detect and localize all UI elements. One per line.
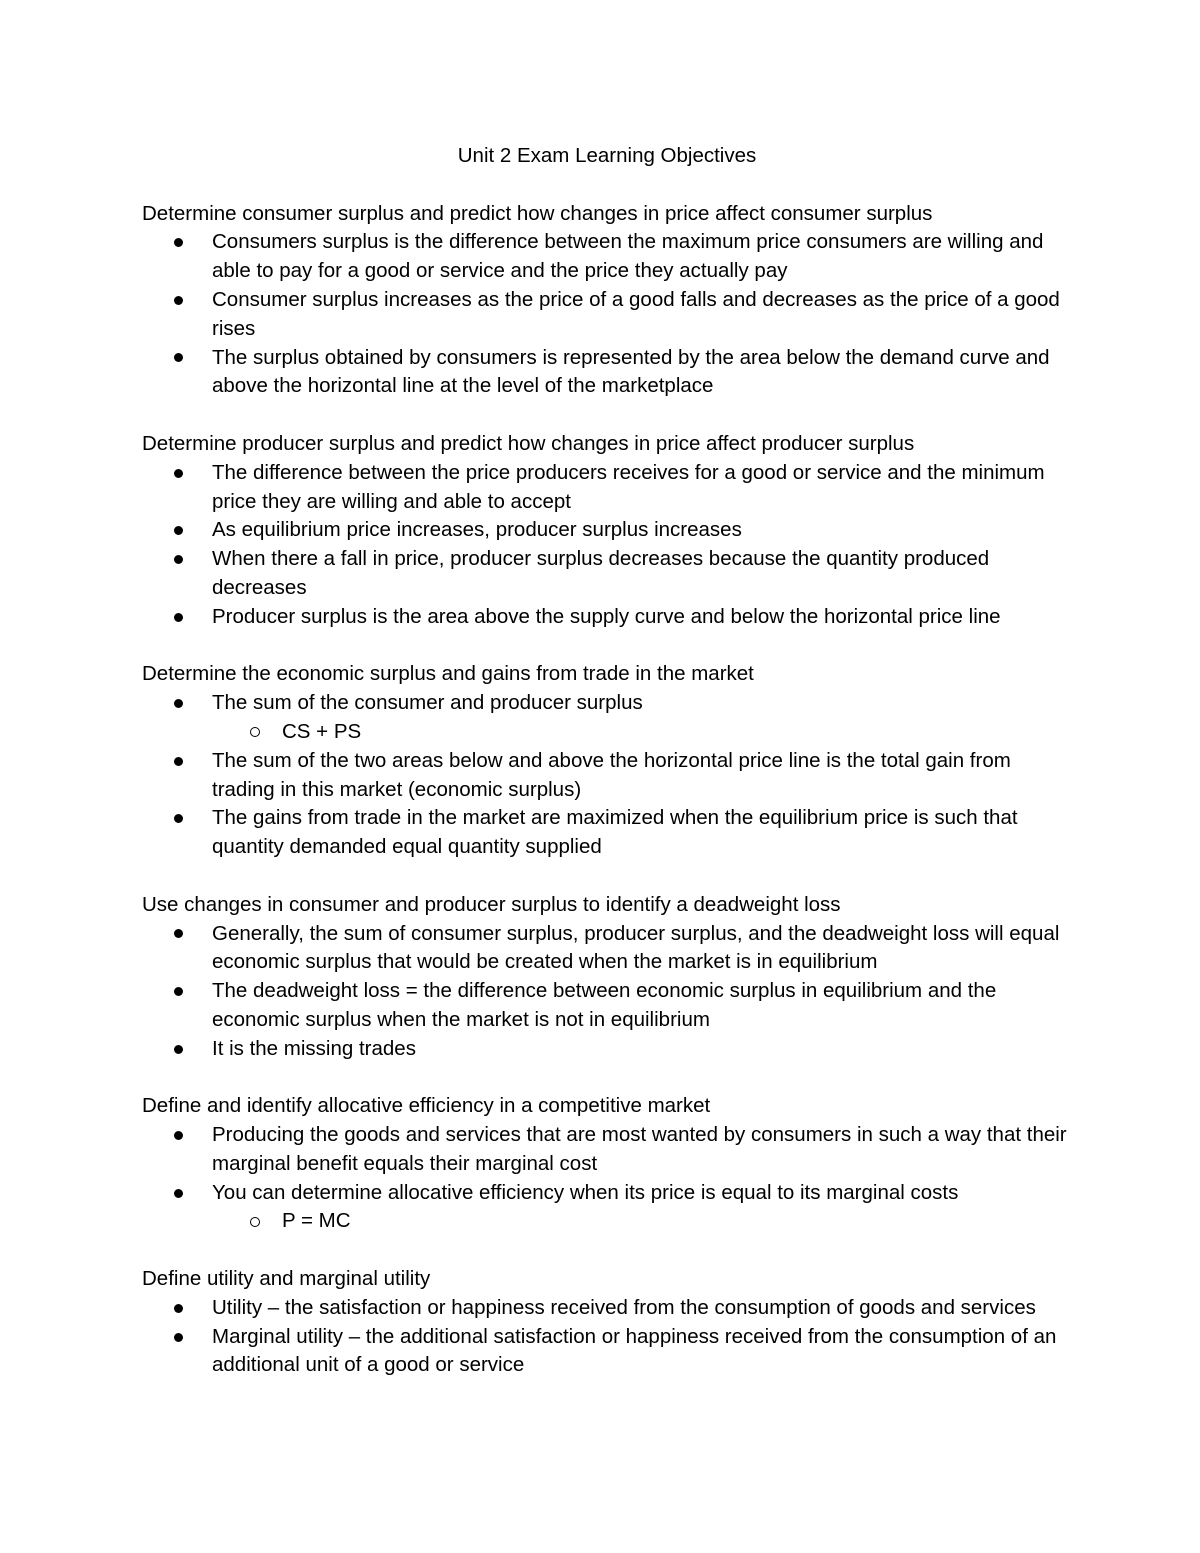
bullet-icon <box>174 228 186 257</box>
bullet-icon <box>174 1179 186 1208</box>
bullet-icon <box>174 603 186 632</box>
bullet-icon <box>174 804 186 833</box>
bullet-icon <box>174 344 186 373</box>
list-item-text: The deadweight loss = the difference between economic surplus in equilibrium and the economic surplus when the market is not in equilibrium <box>212 979 997 1031</box>
section-deadweight-loss <box>142 891 1072 1064</box>
bullet-icon <box>174 286 186 315</box>
list-item <box>142 1035 1072 1064</box>
bullet-icon <box>174 516 186 545</box>
sub-list-item <box>212 718 1072 747</box>
bullet-list <box>142 1294 1072 1380</box>
sub-list-item-text: CS + PS <box>282 719 362 743</box>
section-consumer-surplus <box>142 200 1072 402</box>
list-item <box>142 920 1072 978</box>
list-item <box>142 344 1072 402</box>
list-item <box>142 977 1072 1035</box>
list-item <box>142 747 1072 805</box>
list-item-text: As equilibrium price increases, producer surplus increases <box>212 518 742 542</box>
list-item <box>142 228 1072 286</box>
circle-bullet-icon <box>250 1207 260 1236</box>
sub-bullet-list <box>212 1207 1072 1236</box>
list-item-text: When there a fall in price, producer surplus decreases because the quantity produced decreases <box>212 547 990 599</box>
bullet-icon <box>174 920 186 949</box>
bullet-icon <box>174 545 186 574</box>
spacer <box>142 1064 1072 1093</box>
spacer <box>142 1236 1072 1265</box>
section-allocative-efficiency <box>142 1092 1072 1236</box>
list-item-text: The gains from trade in the market are maximized when the equilibrium price is such that quantity demanded equal quantity supplied <box>212 806 1018 859</box>
list-item-text: Producer surplus is the area above the supply curve and below the horizontal price line <box>212 604 1001 628</box>
bullet-list <box>142 228 1072 401</box>
bullet-icon <box>174 1035 186 1064</box>
bullet-list <box>142 1121 1072 1236</box>
list-item-text: The sum of the consumer and producer surplus <box>212 691 643 715</box>
section-producer-surplus <box>142 430 1072 632</box>
section-economic-surplus <box>142 660 1072 862</box>
sub-list-item <box>212 1207 1072 1236</box>
list-item-text: Marginal utility – the additional satisfaction or happiness received from the consumption of an additional unit of a good or service <box>212 1324 1057 1377</box>
spacer <box>142 862 1072 891</box>
sub-bullet-list <box>212 718 1072 747</box>
bullet-icon <box>174 459 186 488</box>
list-item <box>142 1323 1072 1381</box>
spacer <box>142 632 1072 661</box>
list-item-text: The sum of the two areas below and above the horizontal price line is the total gain from trading in this market (economic surplus) <box>212 748 1011 801</box>
bullet-icon <box>174 1323 186 1352</box>
section-heading: Use changes in consumer and producer surplus to identify a deadweight loss <box>142 892 841 916</box>
bullet-icon <box>174 1121 186 1150</box>
sub-list-item-text: P = MC <box>282 1209 351 1233</box>
document-page <box>142 142 1072 1380</box>
list-item <box>142 1179 1072 1237</box>
bullet-icon <box>174 1294 186 1323</box>
list-item-text: You can determine allocative efficiency when its price is equal to its marginal costs <box>212 1180 959 1204</box>
section-heading: Determine producer surplus and predict how changes in price affect producer surplus <box>142 431 915 455</box>
list-item-text: Generally, the sum of consumer surplus, producer surplus, and the deadweight loss will equal economic surplus that would be created when the market is in equilibrium <box>212 921 1060 974</box>
list-item <box>142 286 1072 344</box>
list-item <box>142 1121 1072 1179</box>
section-heading: Determine consumer surplus and predict how changes in price affect consumer surplus <box>142 201 933 225</box>
section-utility <box>142 1265 1072 1380</box>
circle-bullet-icon <box>250 718 260 747</box>
list-item-text: Consumers surplus is the difference between the maximum price consumers are willing and able to pay for a good or service and the price they actually pay <box>212 230 1044 283</box>
bullet-list <box>142 920 1072 1064</box>
bullet-icon <box>174 747 186 776</box>
list-item-text: Consumer surplus increases as the price of a good falls and decreases as the price of a good rises <box>212 287 1060 340</box>
list-item <box>142 516 1072 545</box>
list-item-text: It is the missing trades <box>212 1036 416 1060</box>
list-item-text: Utility – the satisfaction or happiness received from the consumption of goods and services <box>212 1295 1036 1319</box>
list-item-text: The difference between the price producers receives for a good or service and the minimum price they are willing and able to accept <box>212 460 1045 513</box>
bullet-icon <box>174 977 186 1006</box>
list-item-text: The surplus obtained by consumers is represented by the area below the demand curve and above the horizontal line at the level of the marketplace <box>212 345 1050 398</box>
page-title: Unit 2 Exam Learning Objectives <box>457 144 757 167</box>
bullet-list <box>142 459 1072 632</box>
list-item <box>142 459 1072 517</box>
spacer <box>142 171 1072 200</box>
section-heading: Determine the economic surplus and gains from trade in the market <box>142 662 754 686</box>
list-item <box>142 1294 1072 1323</box>
list-item <box>142 689 1072 747</box>
bullet-list <box>142 689 1072 862</box>
list-item <box>142 603 1072 632</box>
spacer <box>142 401 1072 430</box>
list-item <box>142 545 1072 603</box>
list-item-text: Producing the goods and services that are most wanted by consumers in such a way that their marginal benefit equals their marginal cost <box>212 1123 1067 1175</box>
section-heading: Define and identify allocative efficiency in a competitive market <box>142 1094 711 1118</box>
list-item <box>142 804 1072 862</box>
bullet-icon <box>174 689 186 718</box>
section-heading: Define utility and marginal utility <box>142 1267 431 1291</box>
